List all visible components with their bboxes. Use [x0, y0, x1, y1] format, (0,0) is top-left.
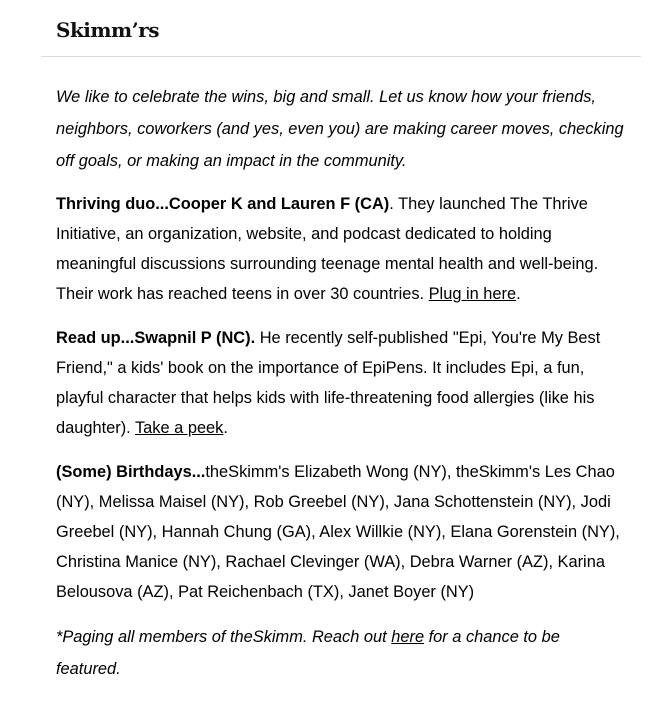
shoutout-item-birthdays [56, 457, 628, 607]
section-header [41, 0, 641, 57]
shoutout-lead: Thriving duo...Cooper K and Lauren F (CA) [56, 195, 390, 213]
shoutout-text-end: . [516, 285, 521, 303]
shoutout-lead: Read up...Swapnil P (NC). [56, 329, 256, 347]
footer-text-end: for a chance to be featured. [56, 628, 560, 678]
shoutout-item-read-up [56, 323, 628, 443]
shoutout-text: He recently self-published "Epi, You're My Best Friend," a kids' book on the importance of EpiPens. It includes Epi, a fun, playful character that helps kids with life-threatening food allergies (like his daughter). [56, 329, 601, 437]
shoutout-text: theSkimm's Elizabeth Wong (NY), theSkimm's Les Chao (NY), Melissa Maisel (NY), Rob Greebel (NY), Jana Schottenstein (NY), Jodi Greebel (NY), Hannah Chung (GA), Alex Willkie (NY), Elana Gorenstein (NY), Christina Manice (NY), Rachael Clevinger (WA), Debra Warner (AZ), Karina Belousova (AZ), Pat Reichenbach (TX), Janet Boyer (NY) [56, 463, 620, 601]
shoutout-text: . They launched The Thrive Initiative, an organization, website, and podcast dedicated to holding meaningful discussions surrounding teenage mental health and well-being. Their work has reached teens in over 30 countries. [56, 195, 599, 303]
content-body [56, 81, 628, 685]
shoutout-lead: (Some) Birthdays... [56, 463, 206, 481]
intro-text: We like to celebrate the wins, big and small. Let us know how your friends, neighbors, coworkers (and yes, even you) are making career moves, checking off goals, or making an impact in the community. [56, 88, 624, 170]
shoutout-item-thriving-duo [56, 189, 628, 309]
shoutout-text-end: . [223, 419, 228, 437]
footer-text: *Paging all members of theSkimm. Reach out [56, 628, 392, 646]
plug-in-here-link[interactable]: Plug in here [428, 285, 517, 303]
take-a-peek-link[interactable]: Take a peek [134, 419, 224, 437]
section-title: Skimm’rs [56, 18, 159, 42]
footer-note [56, 621, 628, 685]
reach-out-here-link[interactable]: here [391, 628, 425, 646]
